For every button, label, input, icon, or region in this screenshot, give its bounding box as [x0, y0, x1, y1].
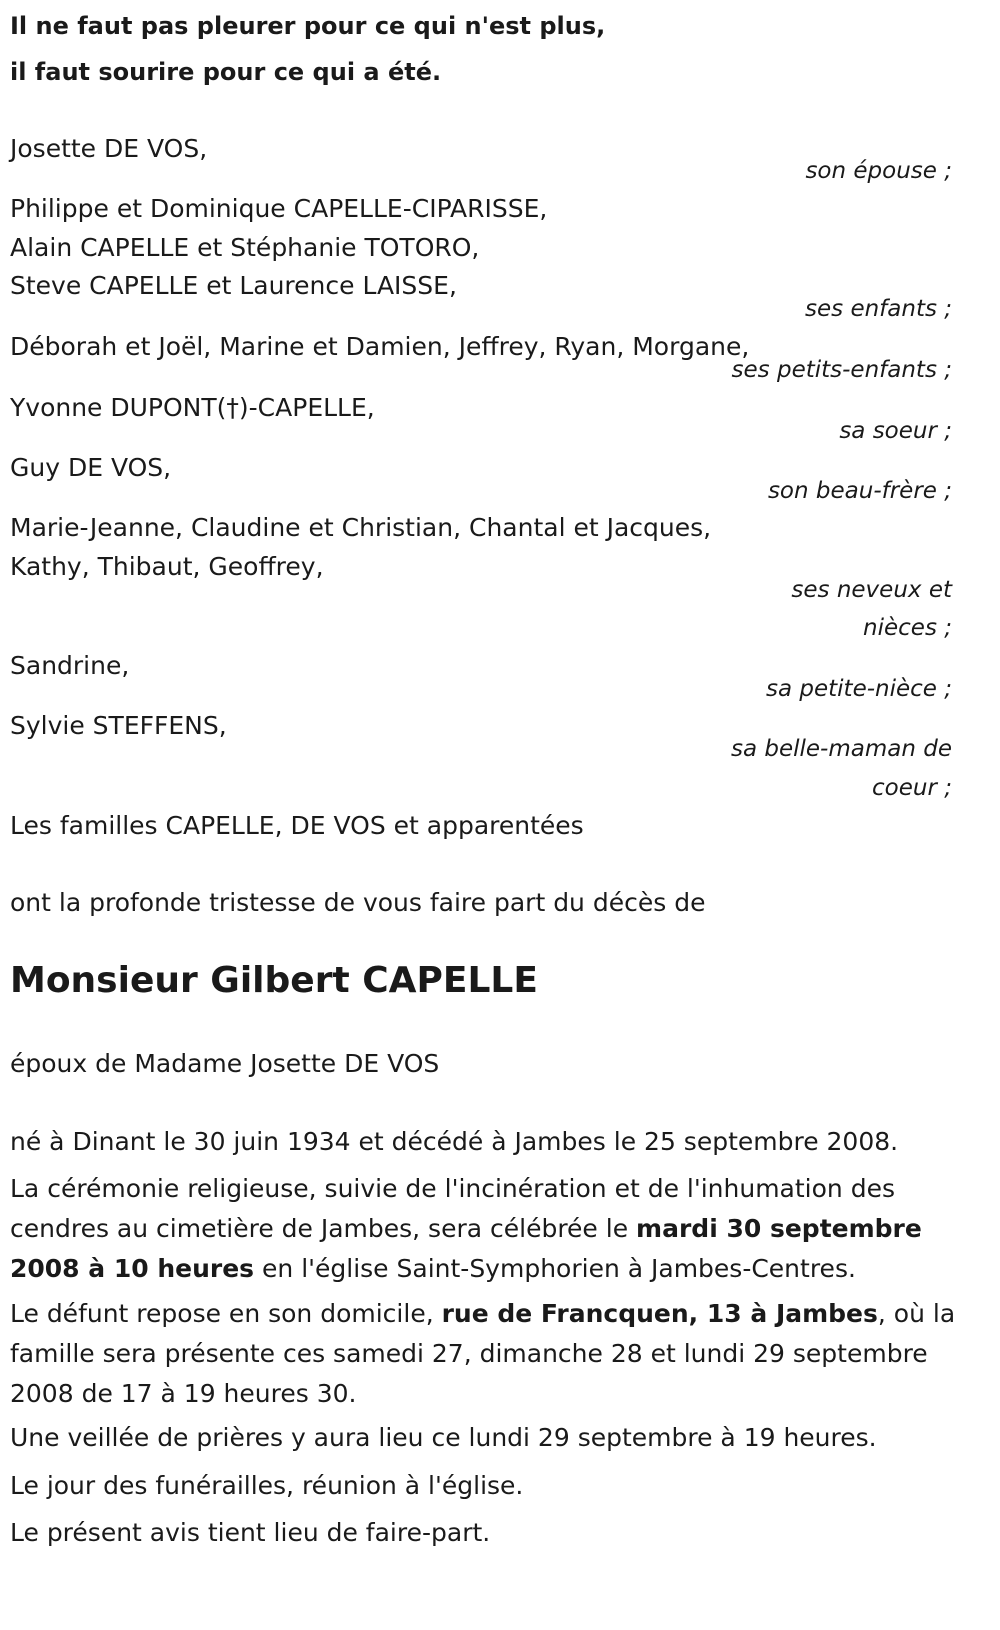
- vigil-line: Une veillée de prières y aura lieu ce lundi 29 septembre à 19 heures.: [10, 1423, 877, 1452]
- mourner-name: Steve CAPELLE et Laurence LAISSE,: [10, 271, 457, 300]
- mourner-name: Guy DE VOS,: [10, 453, 172, 482]
- ceremony-location: en l'église Saint-Symphorien à Jambes-Centres.: [254, 1254, 856, 1283]
- mourner-relation: ses petits-enfants ;: [731, 357, 952, 383]
- ceremony-text: La cérémonie religieuse, suivie de l'incinération et de l'inhumation des cendres au cimetière de Jambes, sera célébrée le: [10, 1174, 895, 1243]
- families-line: Les familles CAPELLE, DE VOS et apparentées: [10, 811, 584, 840]
- quote-line-2: il faut sourire pour ce qui a été.: [10, 58, 442, 86]
- mourner-relation: coeur ;: [872, 775, 952, 801]
- funeral-meeting-line: Le jour des funérailles, réunion à l'église.: [10, 1471, 524, 1500]
- mourner-name: Déborah et Joël, Marine et Damien, Jeffrey, Ryan, Morgane,: [10, 332, 750, 361]
- mourner-relation: ses enfants ;: [805, 296, 952, 322]
- mourner-name: Philippe et Dominique CAPELLE-CIPARISSE,: [10, 194, 548, 223]
- notice-line: Le présent avis tient lieu de faire-part.: [10, 1518, 491, 1547]
- mourner-name: Sandrine,: [10, 651, 130, 680]
- visitation-text: Le défunt repose en son domicile,: [10, 1299, 442, 1328]
- mourner-relation: son beau-frère ;: [767, 478, 952, 504]
- visitation-schedule: , où la famille sera présente ces samedi 27, dimanche 28 et lundi 29 septembre 2008 de 17 à 19 heures 30.: [10, 1299, 956, 1408]
- mourner-relation: sa petite-nièce ;: [766, 676, 952, 702]
- mourner-relation: nièces ;: [863, 615, 952, 641]
- ceremony-date: mardi 30 septembre 2008 à 10 heures: [10, 1214, 922, 1283]
- visitation-paragraph: [10, 1294, 960, 1414]
- mourner-name: Kathy, Thibaut, Geoffrey,: [10, 552, 324, 581]
- mourner-relation: sa soeur ;: [839, 418, 952, 444]
- deceased-name: Monsieur Gilbert CAPELLE: [10, 960, 538, 1001]
- mourner-name: Yvonne DUPONT(†)-CAPELLE,: [10, 393, 375, 422]
- announcement-line: ont la profonde tristesse de vous faire part du décès de: [10, 888, 706, 917]
- ceremony-paragraph: [10, 1169, 960, 1289]
- quote-line-1: Il ne faut pas pleurer pour ce qui n'est plus,: [10, 12, 606, 40]
- birth-death-line: né à Dinant le 30 juin 1934 et décédé à Jambes le 25 septembre 2008.: [10, 1127, 899, 1156]
- mourner-name: Alain CAPELLE et Stéphanie TOTORO,: [10, 233, 480, 262]
- mourner-relation: ses neveux et: [791, 577, 952, 603]
- mourner-relation: son épouse ;: [805, 158, 952, 184]
- mourner-relation: sa belle-maman de: [730, 736, 952, 762]
- spouse-line: époux de Madame Josette DE VOS: [10, 1049, 440, 1078]
- mourner-name: Josette DE VOS,: [10, 134, 208, 163]
- mourner-name: Sylvie STEFFENS,: [10, 711, 227, 740]
- visitation-address: rue de Francquen, 13 à Jambes: [441, 1299, 878, 1328]
- mourner-name: Marie-Jeanne, Claudine et Christian, Chantal et Jacques,: [10, 513, 712, 542]
